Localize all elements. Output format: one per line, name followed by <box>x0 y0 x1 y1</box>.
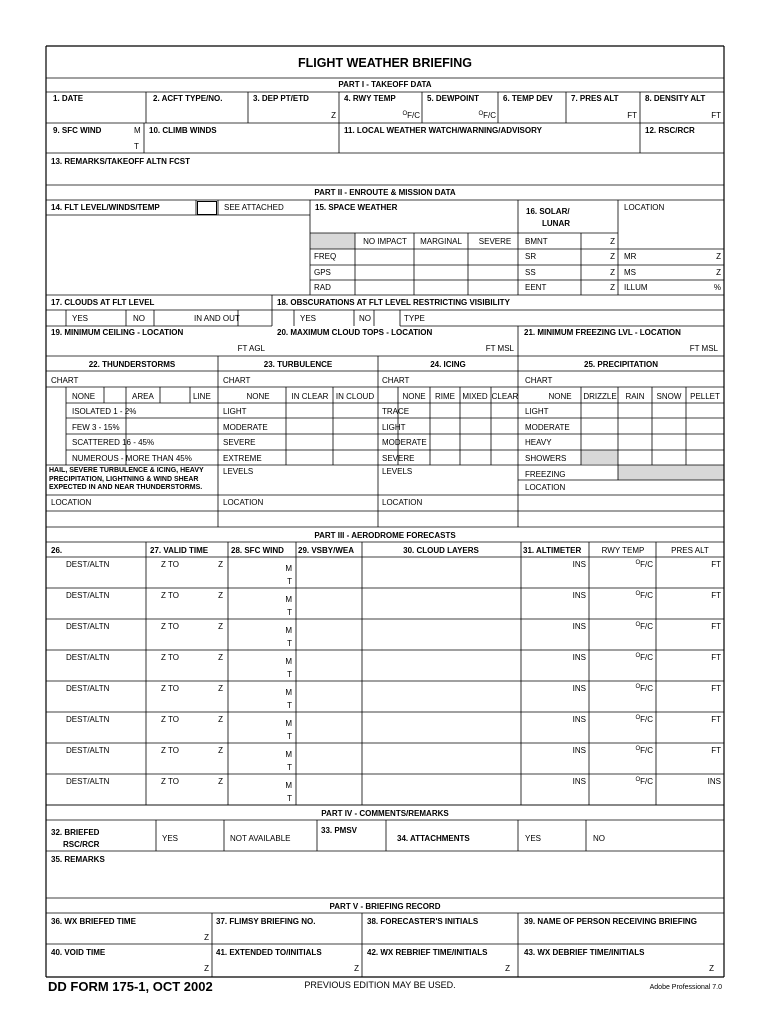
form-label: M <box>285 781 292 790</box>
degree-symbol: O <box>635 684 641 690</box>
form-label: Z <box>505 964 510 973</box>
form-label: T <box>287 608 292 617</box>
form-label: Z TO <box>161 777 179 786</box>
form-label: 5. DEWPOINT <box>427 94 480 103</box>
form-label: T <box>287 794 292 803</box>
form-label: Z <box>709 964 714 973</box>
form-label: 21. MINIMUM FREEZING LVL - LOCATION <box>524 328 681 337</box>
shaded-cell <box>310 233 355 249</box>
temp-unit: F/C <box>640 746 653 755</box>
form-label: 14. FLT LEVEL/WINDS/TEMP <box>51 203 160 212</box>
form-label: AREA <box>132 392 154 401</box>
form-label: LOCATION <box>525 483 566 492</box>
degree-symbol: O <box>478 111 484 117</box>
part-4-heading: PART IV - COMMENTS/REMARKS <box>321 809 449 818</box>
form-label: MODERATE <box>382 438 427 448</box>
form-label: T <box>287 639 292 648</box>
form-label: INS <box>572 560 586 569</box>
form-label: 20. MAXIMUM CLOUD TOPS - LOCATION <box>277 328 433 337</box>
degree-unit-label <box>635 684 653 694</box>
form-label: DEST/ALTN <box>66 684 110 693</box>
form-label: M <box>285 564 292 573</box>
form-label: LUNAR <box>542 219 570 228</box>
form-label: NONE <box>72 392 96 401</box>
form-label: SR <box>525 252 537 261</box>
page-title: FLIGHT WEATHER BRIEFING <box>297 56 473 70</box>
form-label: MODERATE <box>223 422 268 432</box>
form-label: INS <box>572 746 586 755</box>
form-label: 31. ALTIMETER <box>523 546 582 555</box>
form-label: FT <box>711 111 721 120</box>
form-label: MR <box>624 252 637 261</box>
form-number: DD FORM 175-1, OCT 2002 <box>48 979 213 994</box>
form-label: YES <box>162 834 179 843</box>
form-label: SHOWERS <box>525 454 567 464</box>
form-label: 1. DATE <box>53 94 84 103</box>
form-label: 26. <box>51 546 63 555</box>
form-label: DEST/ALTN <box>66 715 110 724</box>
form-label: LOCATION <box>382 498 423 507</box>
form-label: Z TO <box>161 560 179 569</box>
form-label: NO <box>133 314 145 323</box>
form-label: FT MSL <box>485 344 514 353</box>
form-label: NONE <box>246 392 270 401</box>
software-credit: Adobe Professional 7.0 <box>649 984 722 991</box>
form-label: Z <box>716 268 721 277</box>
form-label: 6. TEMP DEV <box>503 94 553 103</box>
form-label: CHART <box>382 376 410 385</box>
form-label: Z <box>354 964 359 973</box>
form-label: Z TO <box>161 746 179 755</box>
shaded-cell <box>618 465 724 480</box>
form-label: YES <box>300 314 317 323</box>
form-label: T <box>287 763 292 772</box>
form-label: Z <box>218 560 223 569</box>
temp-unit: F/C <box>640 777 653 786</box>
form-label: M <box>285 595 292 604</box>
temp-unit: F/C <box>640 591 653 600</box>
form-label: Z <box>716 252 721 261</box>
form-label: INS <box>572 622 586 631</box>
form-label: EXTREME <box>223 454 262 464</box>
form-label: FT <box>711 622 721 631</box>
form-label: Z <box>218 591 223 600</box>
form-label: NO <box>593 834 605 843</box>
form-label: YES <box>525 834 542 843</box>
form-label: T <box>134 142 139 151</box>
form-label: M <box>285 688 292 697</box>
form-label: Z <box>218 622 223 631</box>
form-label: 16. SOLAR/ <box>526 207 570 216</box>
degree-unit-label <box>635 746 653 756</box>
form-label: T <box>287 732 292 741</box>
thunderstorm-hazard-note: HAIL, SEVERE TURBULENCE & ICING, HEAVY PRECIPITATION, LIGHTNING & WIND SHEAR EXPECTED IN AND NEAR THUNDERSTORMS. <box>49 467 204 491</box>
form-label: 7. PRES ALT <box>571 94 619 103</box>
form-label: MS <box>624 268 636 277</box>
degree-symbol: O <box>402 111 408 117</box>
form-label: 30. CLOUD LAYERS <box>403 546 479 555</box>
form-label: 41. EXTENDED TO/INITIALS <box>216 948 322 957</box>
form-label: FT <box>711 715 721 724</box>
form-label: Z <box>218 777 223 786</box>
degree-unit-label <box>478 111 496 121</box>
form-label: LIGHT <box>223 407 247 416</box>
degree-unit-label <box>635 653 653 663</box>
form-label: IN AND OUT <box>194 314 240 323</box>
temp-unit: F/C <box>640 653 653 662</box>
form-label: NOT AVAILABLE <box>230 834 291 843</box>
form-label: 11. LOCAL WEATHER WATCH/WARNING/ADVISORY <box>344 126 542 135</box>
degree-unit-label <box>635 560 653 570</box>
form-label: SNOW <box>656 392 682 401</box>
form-label: Z <box>204 933 209 942</box>
form-label: Z <box>610 252 615 261</box>
form-label: RSC/RCR <box>63 840 100 849</box>
form-label: Z <box>218 746 223 755</box>
form-label: M <box>285 657 292 666</box>
form-label: ILLUM <box>624 283 648 292</box>
form-label: Z <box>204 964 209 973</box>
form-label: MIXED <box>462 392 488 401</box>
form-label: BMNT <box>525 237 548 246</box>
form-label: RAD <box>314 283 331 292</box>
form-label: 15. SPACE WEATHER <box>315 203 398 212</box>
form-label: 27. VALID TIME <box>150 546 209 555</box>
form-label: IN CLEAR <box>291 392 329 401</box>
form-label: FT <box>711 653 721 662</box>
temp-unit: F/C <box>640 622 653 631</box>
form-label: 29. VSBY/WEA <box>298 546 355 555</box>
degree-symbol: O <box>635 560 641 566</box>
form-label: LOCATION <box>223 498 264 507</box>
form-label: Z <box>610 268 615 277</box>
form-label: 10. CLIMB WINDS <box>149 126 217 135</box>
form-label: INS <box>707 777 721 786</box>
degree-symbol: O <box>635 746 641 752</box>
form-label: DEST/ALTN <box>66 622 110 631</box>
form-label: DRIZZLE <box>583 392 617 401</box>
form-label: M <box>134 126 141 135</box>
form-label: 39. NAME OF PERSON RECEIVING BRIEFING <box>524 917 697 926</box>
form-label: INS <box>572 653 586 662</box>
form-label: LINE <box>193 392 211 401</box>
form-label: RIME <box>435 392 455 401</box>
form-label: DEST/ALTN <box>66 653 110 662</box>
form-label: NO IMPACT <box>363 237 407 246</box>
form-label: 25. PRECIPITATION <box>584 360 658 369</box>
form-label: 13. REMARKS/TAKEOFF ALTN FCST <box>51 157 190 166</box>
form-label: NUMEROUS - MORE THAN 45% <box>72 454 192 464</box>
form-label: LIGHT <box>525 407 549 416</box>
form-label: Z <box>610 283 615 292</box>
degree-unit-label <box>635 622 653 632</box>
temp-unit: F/C <box>640 684 653 693</box>
degree-unit-label <box>635 715 653 725</box>
form-label: 22. THUNDERSTORMS <box>88 360 176 369</box>
form-label: M <box>285 750 292 759</box>
form-label: CHART <box>525 376 553 385</box>
form-label: YES <box>72 314 89 323</box>
temp-unit: F/C <box>483 111 496 120</box>
form-label: 38. FORECASTER'S INITIALS <box>367 917 479 926</box>
form-label: IN CLOUD <box>335 392 375 401</box>
form-label: TYPE <box>404 314 425 323</box>
form-label: T <box>287 701 292 710</box>
form-label: FT <box>711 684 721 693</box>
form-label: 18. OBSCURATIONS AT FLT LEVEL RESTRICTING VISIBILITY <box>277 298 510 307</box>
form-label: 33. PMSV <box>321 826 358 835</box>
form-label: 3. DEP PT/ETD <box>253 94 309 103</box>
form-label: NONE <box>548 392 572 401</box>
temp-unit: F/C <box>640 715 653 724</box>
form-label: SEVERE <box>382 454 415 464</box>
form-label: 37. FLIMSY BRIEFING NO. <box>216 917 316 926</box>
form-label: M <box>285 626 292 635</box>
degree-symbol: O <box>635 715 641 721</box>
form-label: Z TO <box>161 653 179 662</box>
form-label: SS <box>525 268 536 277</box>
form-label: Z <box>218 653 223 662</box>
form-label: DEST/ALTN <box>66 746 110 755</box>
form-label: 36. WX BRIEFED TIME <box>51 917 136 926</box>
temp-unit: F/C <box>407 111 420 120</box>
form-label: T <box>287 670 292 679</box>
form-label: 35. REMARKS <box>51 855 105 864</box>
form-label: FT <box>711 560 721 569</box>
form-label: FT <box>711 591 721 600</box>
form-label: M <box>285 719 292 728</box>
form-label: Z TO <box>161 684 179 693</box>
form-label: 43. WX DEBRIEF TIME/INITIALS <box>524 948 645 957</box>
form-label: FT MSL <box>689 344 718 353</box>
form-label: LOCATION <box>51 498 92 507</box>
form-label: GPS <box>314 268 331 277</box>
form-label: RWY TEMP <box>601 546 645 555</box>
form-label: FEW 3 - 15% <box>72 422 120 432</box>
part-2-heading: PART II - ENROUTE & MISSION DATA <box>314 188 456 197</box>
form-label: MODERATE <box>525 422 570 432</box>
form-label: CLEAR <box>491 392 519 401</box>
form-label: DEST/ALTN <box>66 591 110 600</box>
form-label: SEVERE <box>223 438 256 448</box>
part-5-heading: PART V - BRIEFING RECORD <box>329 902 441 911</box>
form-label: LEVELS <box>382 467 413 476</box>
form-label: 40. VOID TIME <box>51 948 106 957</box>
form-label: SEVERE <box>478 237 512 246</box>
form-label: T <box>287 577 292 586</box>
form-label: 24. ICING <box>430 360 466 369</box>
part-1-heading: PART I - TAKEOFF DATA <box>338 80 432 89</box>
form-label: 9. SFC WIND <box>53 126 102 135</box>
form-label: SCATTERED 16 - 45% <box>72 438 155 448</box>
see-attached-checkbox[interactable] <box>197 201 217 215</box>
form-label: INS <box>572 591 586 600</box>
form-label: PRES ALT <box>671 546 709 555</box>
form-label: Z <box>218 715 223 724</box>
form-label: Z <box>218 684 223 693</box>
form-label: FREQ <box>314 252 337 261</box>
temp-unit: F/C <box>640 560 653 569</box>
form-label: 2. ACFT TYPE/NO. <box>153 94 223 103</box>
form-label: 17. CLOUDS AT FLT LEVEL <box>51 298 155 307</box>
degree-unit-label <box>635 777 653 787</box>
form-label: ISOLATED 1 - 2% <box>72 407 137 416</box>
form-label: DEST/ALTN <box>66 777 110 786</box>
form-label: FT <box>711 746 721 755</box>
form-label: INS <box>572 715 586 724</box>
form-label: % <box>713 283 721 292</box>
degree-symbol: O <box>635 653 641 659</box>
form-label: Z TO <box>161 591 179 600</box>
form-label: FT AGL <box>237 344 265 353</box>
form-label: TRACE <box>382 407 410 416</box>
form-label: FREEZING <box>525 469 566 479</box>
form-label: EENT <box>525 283 547 292</box>
degree-symbol: O <box>635 622 641 628</box>
shaded-cell <box>581 450 618 464</box>
form-label: 42. WX REBRIEF TIME/INITIALS <box>367 948 488 957</box>
form-label: FT <box>627 111 637 120</box>
form-label: SEE ATTACHED <box>224 203 284 212</box>
form-label: Z TO <box>161 622 179 631</box>
form-label: HEAVY <box>525 438 552 448</box>
degree-unit-label <box>635 591 653 601</box>
degree-symbol: O <box>635 591 641 597</box>
form-label: PELLET <box>690 392 720 401</box>
form-label: LIGHT <box>382 422 406 432</box>
form-label: DEST/ALTN <box>66 560 110 569</box>
form-label: INS <box>572 684 586 693</box>
form-label: LOCATION <box>624 203 665 212</box>
form-label: LEVELS <box>223 467 254 476</box>
form-label: 8. DENSITY ALT <box>645 94 706 103</box>
form-label: 19. MINIMUM CEILING - LOCATION <box>51 328 184 337</box>
form-label: Z <box>610 237 615 246</box>
degree-symbol: O <box>635 777 641 783</box>
form-label: NONE <box>402 392 426 401</box>
form-label: NO <box>359 314 371 323</box>
form-label: 23. TURBULENCE <box>263 360 333 369</box>
form-label: Z TO <box>161 715 179 724</box>
form-label: 28. SFC WIND <box>231 546 284 555</box>
form-label: CHART <box>51 376 79 385</box>
part-3-heading: PART III - AERODROME FORECASTS <box>314 531 456 540</box>
degree-unit-label <box>402 111 420 121</box>
edition-note: PREVIOUS EDITION MAY BE USED. <box>304 980 456 990</box>
form-label: INS <box>572 777 586 786</box>
form-label: Z <box>331 111 336 120</box>
form-label: RAIN <box>625 392 645 401</box>
form-label: 34. ATTACHMENTS <box>397 834 470 843</box>
form-label: MARGINAL <box>420 237 462 246</box>
form-label: 12. RSC/RCR <box>645 126 695 135</box>
form-label: 4. RWY TEMP <box>344 94 396 103</box>
form-label: CHART <box>223 376 251 385</box>
form-label: 32. BRIEFED <box>51 828 100 837</box>
